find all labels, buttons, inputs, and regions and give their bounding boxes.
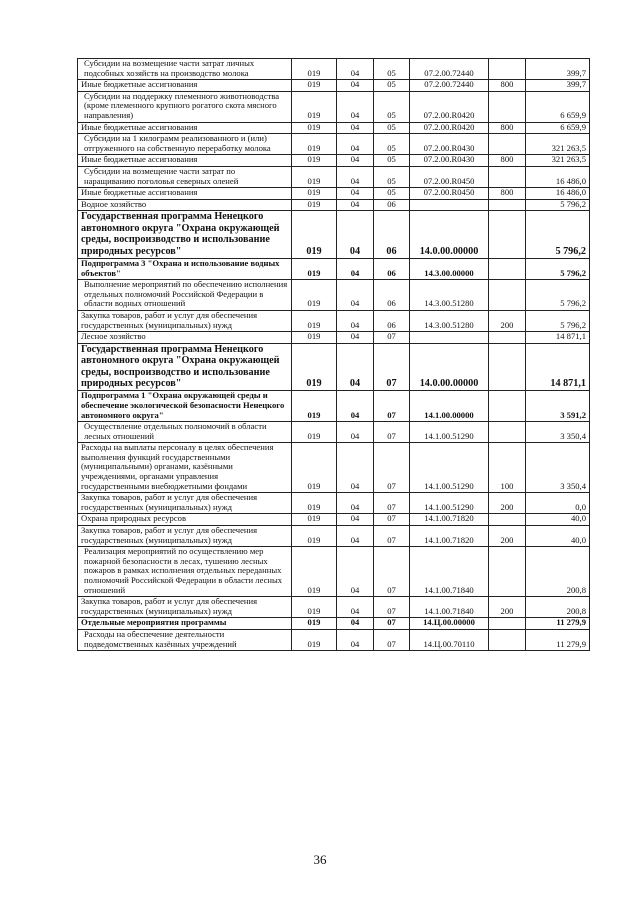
row-name: Лесное хозяйство	[78, 332, 292, 344]
table-row	[78, 280, 590, 311]
table-row	[78, 343, 590, 391]
row-name: Субсидии на возмещение части затрат по наращиванию поголовья северных оленей	[78, 166, 292, 187]
row-expense-type-code	[489, 547, 526, 597]
row-subsection-code: 07	[374, 422, 410, 443]
row-expense-type-code	[489, 59, 526, 80]
row-expense-type-code: 200	[489, 597, 526, 618]
row-section-code: 04	[337, 211, 374, 259]
row-subsection-code: 07	[374, 391, 410, 422]
row-amount: 6 659,9	[526, 122, 590, 134]
row-section-code: 04	[337, 332, 374, 344]
row-name: Государственная программа Ненецкого автономного округа "Охрана окружающей среды, воспроизводство и использование природных ресурсов"	[78, 211, 292, 259]
row-amount: 11 279,9	[526, 618, 590, 630]
row-expense-type-code: 800	[489, 80, 526, 92]
row-subsection-code: 06	[374, 258, 410, 279]
table-row	[78, 547, 590, 597]
row-amount: 6 659,9	[526, 91, 590, 122]
row-amount: 399,7	[526, 59, 590, 80]
row-target-article-code: 07.2.00.72440	[410, 80, 489, 92]
row-amount: 16 486,0	[526, 166, 590, 187]
table-row	[78, 493, 590, 514]
row-target-article-code: 14.1.00.71820	[410, 514, 489, 526]
row-section-code: 04	[337, 166, 374, 187]
row-target-article-code: 14.1.00.71840	[410, 547, 489, 597]
row-grbs-code: 019	[292, 618, 337, 630]
row-subsection-code: 07	[374, 443, 410, 493]
row-subsection-code: 05	[374, 166, 410, 187]
row-amount: 5 796,2	[526, 310, 590, 331]
table-row	[78, 391, 590, 422]
row-section-code: 04	[337, 629, 374, 650]
row-target-article-code: 07.2.00.R0420	[410, 122, 489, 134]
row-name: Выполнение мероприятий по обеспечению исполнения отдельных полномочий Российской Федерации в области водных отношений	[78, 280, 292, 311]
row-subsection-code: 07	[374, 332, 410, 344]
page-number: 36	[313, 852, 327, 867]
row-amount: 321 263,5	[526, 155, 590, 167]
row-name: Закупка товаров, работ и услуг для обеспечения государственных (муниципальных) нужд	[78, 310, 292, 331]
row-target-article-code: 14.3.00.00000	[410, 258, 489, 279]
row-section-code: 04	[337, 199, 374, 211]
row-expense-type-code: 800	[489, 122, 526, 134]
row-grbs-code: 019	[292, 443, 337, 493]
row-subsection-code: 05	[374, 80, 410, 92]
row-grbs-code: 019	[292, 629, 337, 650]
row-grbs-code: 019	[292, 258, 337, 279]
row-subsection-code: 05	[374, 59, 410, 80]
row-target-article-code: 14.1.00.51290	[410, 443, 489, 493]
row-name: Отдельные мероприятия программы	[78, 618, 292, 630]
row-amount: 321 263,5	[526, 134, 590, 155]
row-target-article-code: 14.1.00.51290	[410, 422, 489, 443]
row-section-code: 04	[337, 155, 374, 167]
row-amount: 40,0	[526, 514, 590, 526]
row-name: Подпрограмма 3 "Охрана и использование водных объектов"	[78, 258, 292, 279]
row-expense-type-code	[489, 332, 526, 344]
row-grbs-code: 019	[292, 310, 337, 331]
row-name: Субсидии на поддержку племенного животноводства (кроме племенного крупного рогатого скота мясного направления)	[78, 91, 292, 122]
row-name: Субсидии на 1 килограмм реализованного и (или) отгруженного на собственную переработку молока	[78, 134, 292, 155]
row-name: Иные бюджетные ассигнования	[78, 188, 292, 200]
row-expense-type-code	[489, 343, 526, 391]
row-grbs-code: 019	[292, 134, 337, 155]
row-name: Осуществление отдельных полномочий в области лесных отношений	[78, 422, 292, 443]
row-grbs-code: 019	[292, 166, 337, 187]
row-expense-type-code	[489, 280, 526, 311]
row-section-code: 04	[337, 547, 374, 597]
row-subsection-code: 05	[374, 188, 410, 200]
row-name: Подпрограмма 1 "Охрана окружающей среды и обеспечение экологической безопасности Ненецкого автономного округа"	[78, 391, 292, 422]
row-name: Расходы на выплаты персоналу в целях обеспечения выполнения функций государственными (муниципальными) органами, казёнными учреждениями, органами управления государственными внебюджетными фондами	[78, 443, 292, 493]
row-target-article-code: 14.0.00.00000	[410, 343, 489, 391]
row-subsection-code: 07	[374, 526, 410, 547]
row-grbs-code: 019	[292, 422, 337, 443]
row-grbs-code: 019	[292, 343, 337, 391]
row-grbs-code: 019	[292, 597, 337, 618]
row-subsection-code: 05	[374, 91, 410, 122]
table-row	[78, 188, 590, 200]
row-amount: 3 350,4	[526, 443, 590, 493]
row-target-article-code: 14.Ц.00.70110	[410, 629, 489, 650]
row-section-code: 04	[337, 597, 374, 618]
row-amount: 399,7	[526, 80, 590, 92]
row-subsection-code: 06	[374, 280, 410, 311]
row-section-code: 04	[337, 258, 374, 279]
row-subsection-code: 05	[374, 122, 410, 134]
row-target-article-code: 07.2.00.R0420	[410, 91, 489, 122]
row-expense-type-code	[489, 91, 526, 122]
row-grbs-code: 019	[292, 514, 337, 526]
table-row	[78, 332, 590, 344]
row-expense-type-code: 100	[489, 443, 526, 493]
row-expense-type-code	[489, 618, 526, 630]
table-row	[78, 526, 590, 547]
row-grbs-code: 019	[292, 547, 337, 597]
row-name: Иные бюджетные ассигнования	[78, 155, 292, 167]
row-section-code: 04	[337, 526, 374, 547]
row-target-article-code: 07.2.00.R0430	[410, 134, 489, 155]
table-row	[78, 59, 590, 80]
row-grbs-code: 019	[292, 80, 337, 92]
table-row	[78, 514, 590, 526]
row-amount: 5 796,2	[526, 258, 590, 279]
row-amount: 5 796,2	[526, 199, 590, 211]
row-amount: 3 591,2	[526, 391, 590, 422]
row-grbs-code: 019	[292, 155, 337, 167]
row-section-code: 04	[337, 514, 374, 526]
row-target-article-code: 14.1.00.71840	[410, 597, 489, 618]
row-section-code: 04	[337, 493, 374, 514]
row-expense-type-code	[489, 211, 526, 259]
row-name: Закупка товаров, работ и услуг для обеспечения государственных (муниципальных) нужд	[78, 526, 292, 547]
row-amount: 200,8	[526, 597, 590, 618]
row-grbs-code: 019	[292, 391, 337, 422]
table-row	[78, 422, 590, 443]
row-target-article-code: 14.1.00.51290	[410, 493, 489, 514]
table-row	[78, 166, 590, 187]
row-name: Закупка товаров, работ и услуг для обеспечения государственных (муниципальных) нужд	[78, 493, 292, 514]
row-amount: 40,0	[526, 526, 590, 547]
row-grbs-code: 019	[292, 188, 337, 200]
row-target-article-code: 14.Ц.00.00000	[410, 618, 489, 630]
table-row	[78, 597, 590, 618]
table-row	[78, 443, 590, 493]
row-subsection-code: 06	[374, 199, 410, 211]
row-section-code: 04	[337, 80, 374, 92]
row-subsection-code: 07	[374, 629, 410, 650]
row-target-article-code: 07.2.00.72440	[410, 59, 489, 80]
row-section-code: 04	[337, 280, 374, 311]
row-amount: 200,8	[526, 547, 590, 597]
row-expense-type-code: 200	[489, 493, 526, 514]
row-section-code: 04	[337, 122, 374, 134]
table-row	[78, 618, 590, 630]
row-name: Водное хозяйство	[78, 199, 292, 211]
row-name: Субсидии на возмещение части затрат личных подсобных хозяйств на производство молока	[78, 59, 292, 80]
row-target-article-code: 07.2.00.R0450	[410, 188, 489, 200]
row-expense-type-code	[489, 258, 526, 279]
row-target-article-code: 14.0.00.00000	[410, 211, 489, 259]
table-body	[78, 59, 590, 651]
table-row	[78, 629, 590, 650]
row-amount: 14 871,1	[526, 343, 590, 391]
row-grbs-code: 019	[292, 332, 337, 344]
row-expense-type-code	[489, 514, 526, 526]
row-amount: 14 871,1	[526, 332, 590, 344]
row-expense-type-code	[489, 199, 526, 211]
row-expense-type-code: 800	[489, 188, 526, 200]
row-expense-type-code	[489, 134, 526, 155]
row-amount: 5 796,2	[526, 211, 590, 259]
row-expense-type-code: 200	[489, 310, 526, 331]
row-subsection-code: 07	[374, 597, 410, 618]
row-subsection-code: 07	[374, 343, 410, 391]
row-subsection-code: 07	[374, 493, 410, 514]
row-grbs-code: 019	[292, 91, 337, 122]
table-row	[78, 80, 590, 92]
row-section-code: 04	[337, 422, 374, 443]
row-target-article-code: 14.3.00.51280	[410, 310, 489, 331]
row-target-article-code: 14.3.00.51280	[410, 280, 489, 311]
table-row	[78, 211, 590, 259]
row-name: Расходы на обеспечение деятельности подведомственных казённых учреждений	[78, 629, 292, 650]
row-section-code: 04	[337, 134, 374, 155]
table-row	[78, 258, 590, 279]
row-amount: 16 486,0	[526, 188, 590, 200]
row-expense-type-code	[489, 422, 526, 443]
table-row	[78, 122, 590, 134]
row-expense-type-code: 800	[489, 155, 526, 167]
row-name: Реализация мероприятий по осуществлению мер пожарной безопасности в лесах, тушению лесных пожаров в рамках исполнения отдельных переданных полномочий Российской Федерации в области лесных отношений	[78, 547, 292, 597]
row-grbs-code: 019	[292, 59, 337, 80]
row-target-article-code	[410, 332, 489, 344]
row-section-code: 04	[337, 59, 374, 80]
row-section-code: 04	[337, 188, 374, 200]
row-expense-type-code	[489, 166, 526, 187]
row-expense-type-code	[489, 629, 526, 650]
row-section-code: 04	[337, 443, 374, 493]
budget-table	[77, 58, 590, 651]
row-amount: 5 796,2	[526, 280, 590, 311]
row-section-code: 04	[337, 310, 374, 331]
row-amount: 0,0	[526, 493, 590, 514]
row-subsection-code: 07	[374, 618, 410, 630]
row-grbs-code: 019	[292, 122, 337, 134]
table-row	[78, 199, 590, 211]
row-subsection-code: 06	[374, 310, 410, 331]
row-subsection-code: 07	[374, 514, 410, 526]
row-grbs-code: 019	[292, 211, 337, 259]
row-expense-type-code	[489, 391, 526, 422]
row-section-code: 04	[337, 343, 374, 391]
row-subsection-code: 06	[374, 211, 410, 259]
row-grbs-code: 019	[292, 526, 337, 547]
row-section-code: 04	[337, 91, 374, 122]
row-subsection-code: 05	[374, 134, 410, 155]
row-target-article-code: 14.1.00.00000	[410, 391, 489, 422]
row-subsection-code: 07	[374, 547, 410, 597]
table-row	[78, 310, 590, 331]
row-name: Закупка товаров, работ и услуг для обеспечения государственных (муниципальных) нужд	[78, 597, 292, 618]
row-name: Охрана природных ресурсов	[78, 514, 292, 526]
table-row	[78, 91, 590, 122]
table-row	[78, 155, 590, 167]
row-name: Государственная программа Ненецкого автономного округа "Охрана окружающей среды, воспроизводство и использование природных ресурсов"	[78, 343, 292, 391]
row-target-article-code: 14.1.00.71820	[410, 526, 489, 547]
row-grbs-code: 019	[292, 199, 337, 211]
row-name: Иные бюджетные ассигнования	[78, 122, 292, 134]
row-grbs-code: 019	[292, 280, 337, 311]
table-row	[78, 134, 590, 155]
row-target-article-code: 07.2.00.R0450	[410, 166, 489, 187]
row-section-code: 04	[337, 391, 374, 422]
row-expense-type-code: 200	[489, 526, 526, 547]
row-amount: 11 279,9	[526, 629, 590, 650]
row-target-article-code: 07.2.00.R0430	[410, 155, 489, 167]
row-name: Иные бюджетные ассигнования	[78, 80, 292, 92]
row-amount: 3 350,4	[526, 422, 590, 443]
row-subsection-code: 05	[374, 155, 410, 167]
row-section-code: 04	[337, 618, 374, 630]
row-grbs-code: 019	[292, 493, 337, 514]
row-target-article-code	[410, 199, 489, 211]
